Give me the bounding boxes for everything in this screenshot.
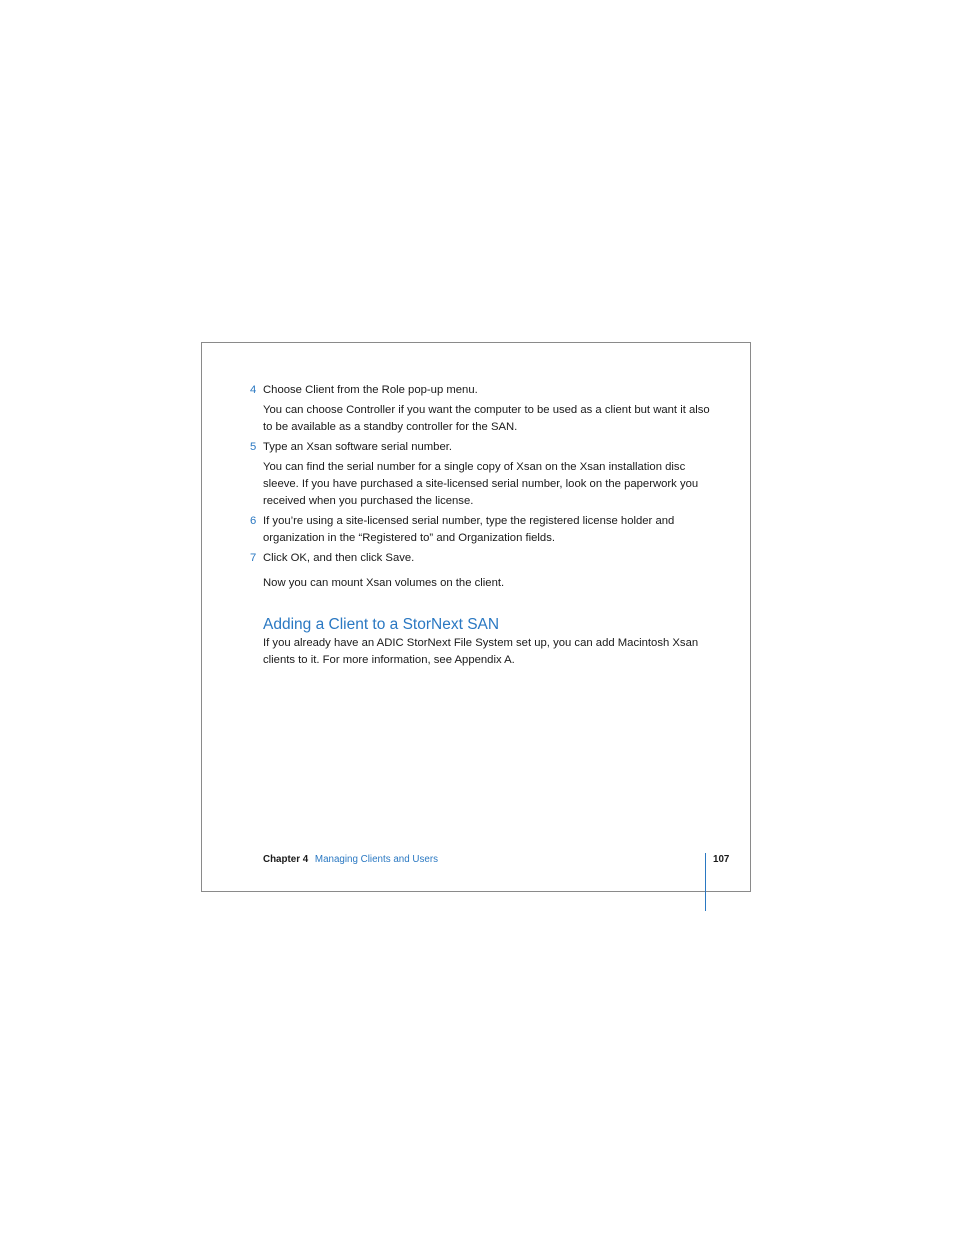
step-4	[250, 382, 713, 399]
step-detail: You can find the serial number for a single copy of Xsan on the Xsan installation disc sleeve. If you have purchased a site-licensed serial number, look on the paperwork you received when you purchased the license.	[263, 461, 699, 507]
step-number: 5	[250, 441, 257, 453]
footer-chapter	[263, 852, 438, 868]
step-7	[250, 550, 713, 567]
step-text: If you’re using a site-licensed serial number, type the registered license holder and organization in the “Registered to” and Organization fields.	[263, 515, 675, 544]
closing-paragraph: Now you can mount Xsan volumes on the client.	[263, 577, 505, 589]
section-heading: Adding a Client to a StorNext SAN	[263, 616, 500, 633]
page-number: 107	[713, 854, 730, 865]
step-number: 6	[250, 515, 257, 527]
step-detail: You can choose Controller if you want the computer to be used as a client but want it also to be available as a standby controller for the SAN.	[263, 404, 710, 433]
step-5	[250, 439, 713, 456]
step-text: Click OK, and then click Save.	[263, 552, 415, 564]
step-6	[250, 513, 713, 547]
page-content	[250, 382, 713, 672]
section-body: If you already have an ADIC StorNext File System set up, you can add Macintosh Xsan clients to it. For more information, see Appendix A.	[263, 637, 699, 666]
step-text: Choose Client from the Role pop-up menu.	[263, 384, 478, 396]
footer-divider	[705, 853, 706, 911]
step-text: Type an Xsan software serial number.	[263, 441, 453, 453]
chapter-title: Managing Clients and Users	[314, 854, 438, 865]
chapter-label: Chapter 4	[263, 854, 309, 865]
step-number: 4	[250, 384, 257, 396]
step-number: 7	[250, 552, 257, 564]
